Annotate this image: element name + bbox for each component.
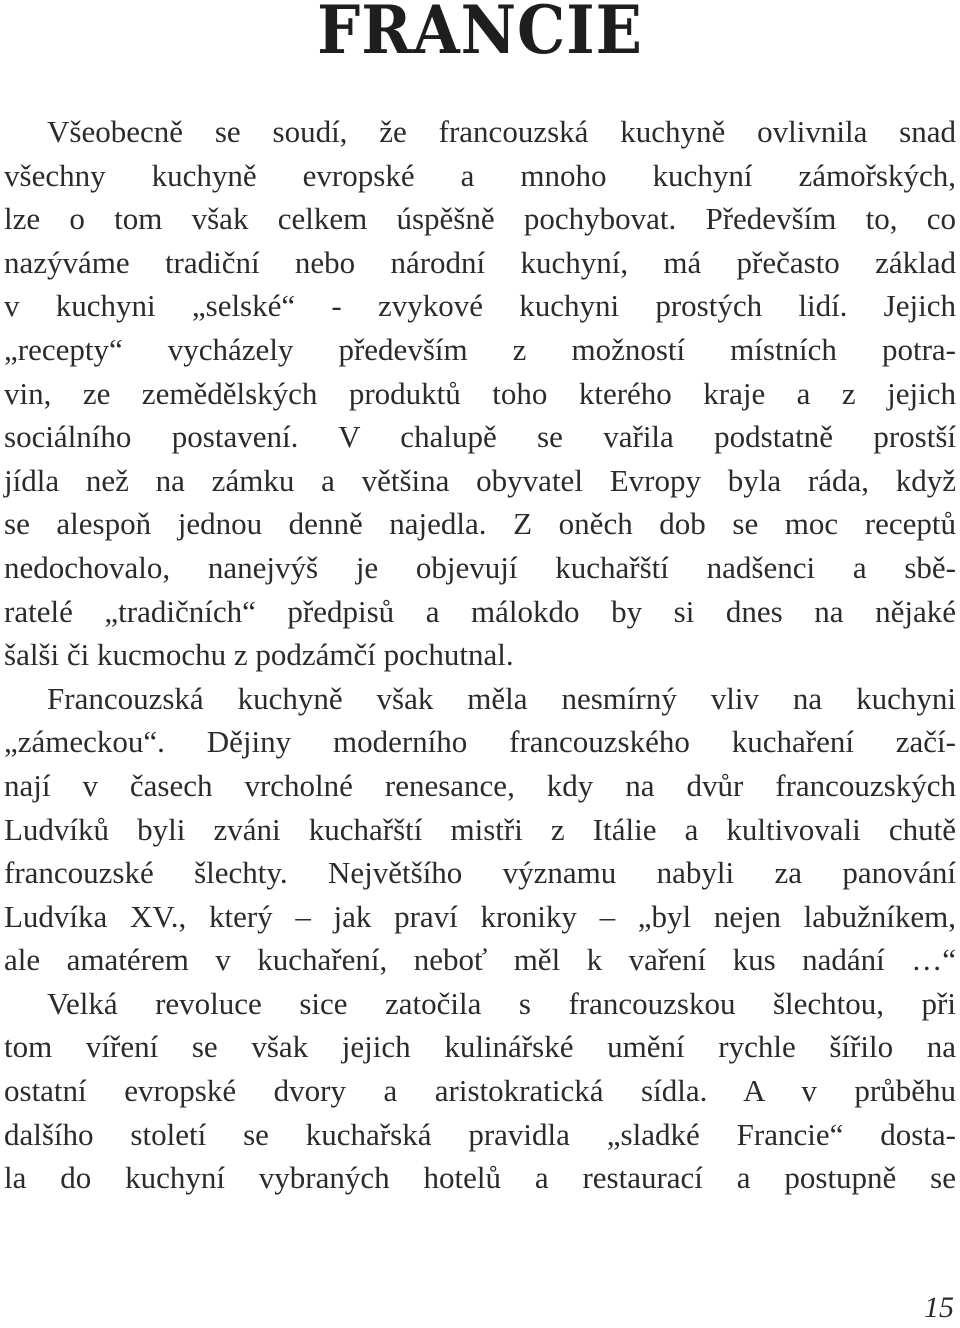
body-text	[4, 110, 956, 1200]
text-line-12: ratelé „tradičních“ předpisů a málokdo by si dnes na nějaké	[4, 593, 956, 629]
page-number: 15	[924, 1291, 954, 1324]
text-line-19: Ludvíka XV., který – jak praví kroniky – „byl nejen labužníkem,	[4, 898, 956, 934]
text-line-6: „recepty“ vycházely především z možností místních potra-	[4, 331, 956, 367]
page-title: FRANCIE	[317, 0, 643, 69]
text-line-5: v kuchyni „selské“ - zvykové kuchyni prostých lidí. Jejich	[4, 288, 956, 324]
text-line-7: vin, ze zemědělských produktů toho kterého kraje a z jejich	[4, 375, 956, 411]
text-line-13: šalši či kucmochu z podzámčí pochutnal.	[4, 637, 514, 673]
text-line-11: nedochovalo, nanejvýš je objevují kuchařští nadšenci a sbě-	[4, 549, 956, 585]
text-line-24: dalšího století se kuchařská pravidla „sladké Francie“ dosta-	[4, 1116, 956, 1152]
text-line-15: „zámeckou“. Dějiny moderního francouzského kuchaření začí-	[4, 724, 956, 760]
text-line-18: francouzské šlechty. Největšího významu nabyli za panování	[4, 855, 956, 891]
text-line-16: nají v časech vrcholné renesance, kdy na dvůr francouzských	[4, 767, 956, 803]
text-line-2: všechny kuchyně evropské a mnoho kuchyní zámořských,	[4, 157, 956, 193]
text-line-9: jídla než na zámku a většina obyvatel Evropy byla ráda, když	[4, 462, 956, 498]
text-line-1: Všeobecně se soudí, že francouzská kuchyně ovlivnila snad	[47, 114, 956, 149]
text-line-14: Francouzská kuchyně však měla nesmírný vliv na kuchyni	[47, 680, 956, 716]
text-line-3: lze o tom však celkem úspěšně pochybovat. Především to, co	[4, 201, 956, 237]
text-line-4: nazýváme tradiční nebo národní kuchyní, má přečasto základ	[4, 244, 956, 280]
text-line-22: tom víření se však jejich kulinářské umění rychle šířilo na	[4, 1029, 956, 1065]
text-line-8: sociálního postavení. V chalupě se vařila podstatně prostší	[4, 419, 956, 455]
text-line-10: se alespoň jednou denně najedla. Z oněch dob se moc receptů	[4, 506, 956, 542]
text-line-23: ostatní evropské dvory a aristokratická sídla. A v průběhu	[4, 1073, 956, 1109]
text-line-25: la do kuchyní vybraných hotelů a restaurací a postupně se	[4, 1160, 956, 1196]
text-line-21: Velká revoluce sice zatočila s francouzskou šlechtou, při	[47, 985, 956, 1021]
text-line-17: Ludvíků byli zváni kuchařští mistři z Itálie a kultivovali chutě	[4, 811, 956, 847]
text-line-20: ale amatérem v kuchaření, neboť měl k vaření kus nadání …“	[4, 942, 956, 978]
